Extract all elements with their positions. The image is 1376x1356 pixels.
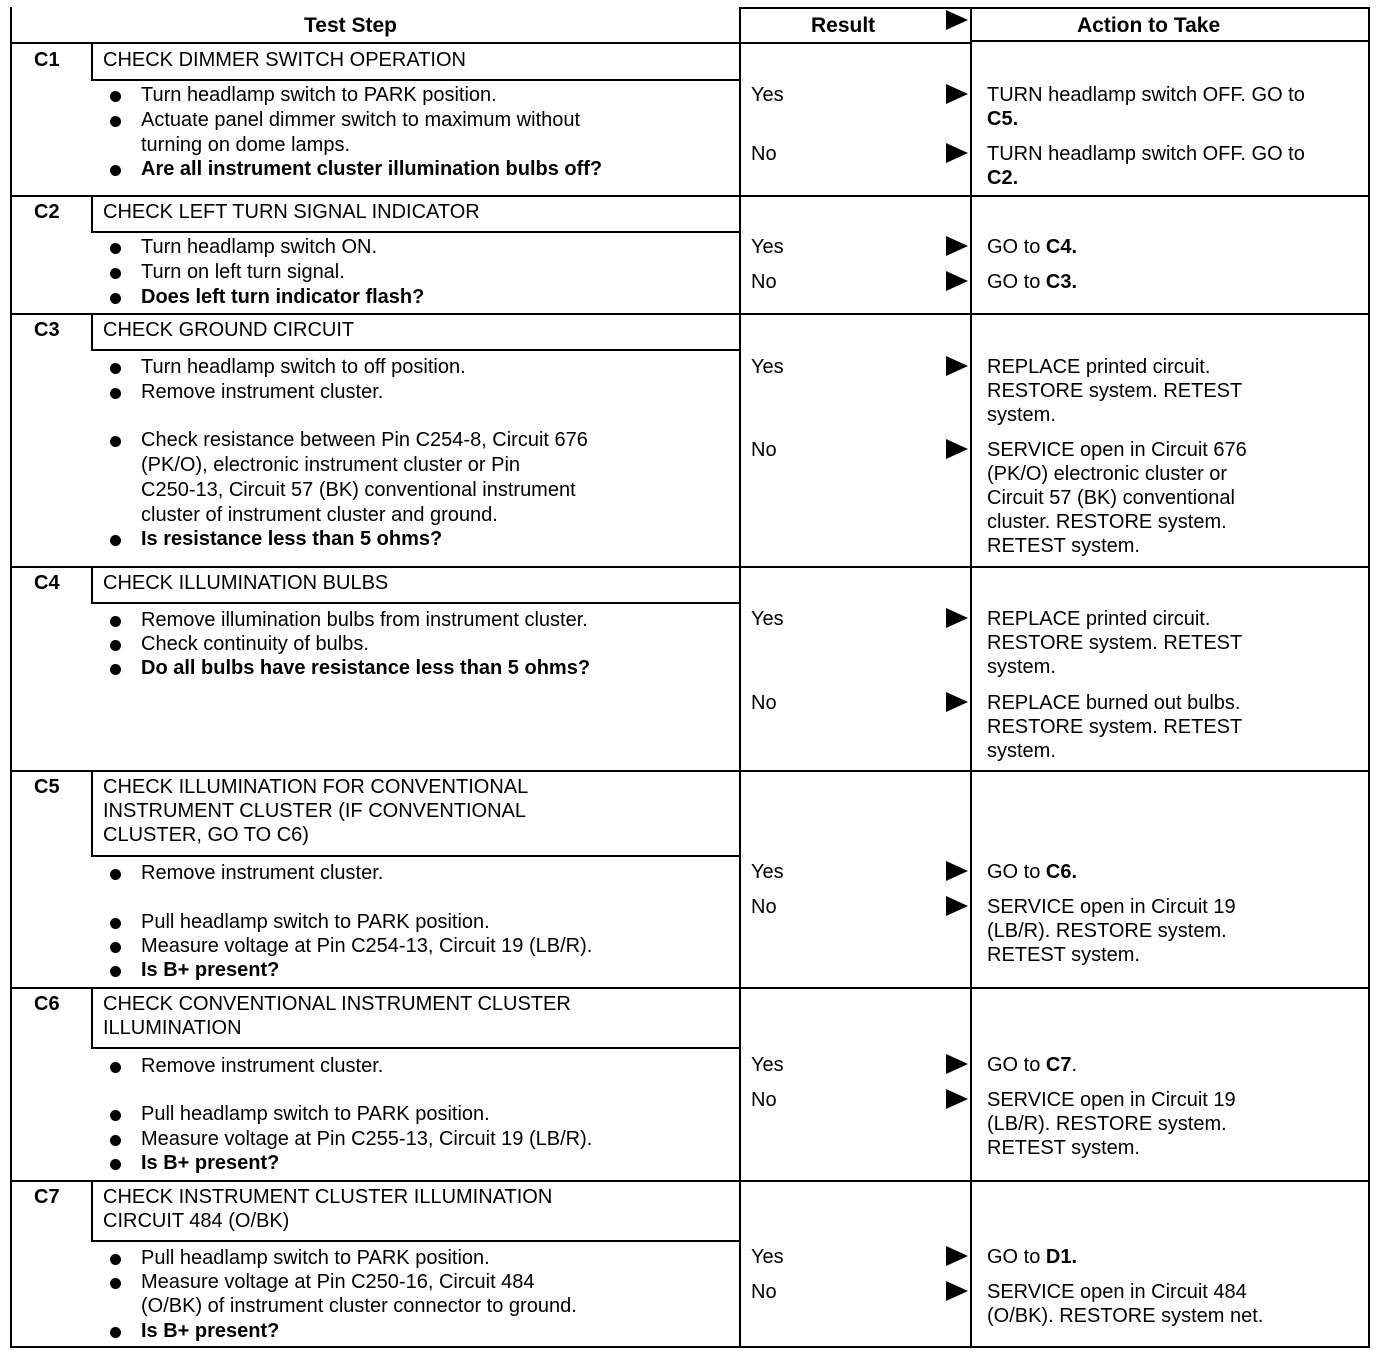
bullet-icon xyxy=(110,1327,121,1338)
action-text-segment: RETEST system. xyxy=(987,535,1140,557)
result-arrow-icon xyxy=(946,1246,968,1266)
result-label: No xyxy=(751,1281,777,1303)
bullet-text: Actuate panel dimmer switch to maximum without xyxy=(141,109,581,131)
action-text xyxy=(987,462,1227,487)
action-text-segment: SERVICE open in Circuit 676 xyxy=(987,439,1247,461)
action-text-segment: D1. xyxy=(1045,1246,1078,1268)
action-text-segment: GO to xyxy=(987,861,1046,883)
bullet-text: Does left turn indicator flash? xyxy=(141,286,425,308)
bullet-icon xyxy=(110,363,121,374)
step-title: INSTRUMENT CLUSTER (IF CONVENTIONAL xyxy=(103,800,526,822)
action-text-segment: C2. xyxy=(987,167,1019,189)
result-arrow-icon xyxy=(946,271,968,291)
bullet-text: C250-13, Circuit 57 (BK) conventional instrument xyxy=(141,479,576,501)
result-label: No xyxy=(751,439,777,461)
step-id-divider xyxy=(91,43,93,79)
result-arrow-icon xyxy=(946,84,968,104)
action-text-segment: C3. xyxy=(1045,271,1078,293)
step-divider xyxy=(10,195,1368,197)
bullet-icon xyxy=(110,1159,121,1170)
result-label: No xyxy=(751,896,777,918)
bullet-text: Measure voltage at Pin C250-16, Circuit 484 xyxy=(141,1271,535,1293)
bullet-text: (PK/O), electronic instrument cluster or Pin xyxy=(141,454,521,476)
step-title-divider xyxy=(91,1240,739,1242)
action-text-segment: C7 xyxy=(1045,1054,1072,1076)
bullet-icon xyxy=(110,91,121,102)
action-text-segment: TURN headlamp switch OFF. GO to xyxy=(987,84,1305,106)
action-text xyxy=(987,1304,1263,1329)
bullet-text: Turn headlamp switch to PARK position. xyxy=(141,84,497,106)
action-text xyxy=(987,1053,1077,1078)
step-id: C6 xyxy=(34,993,60,1015)
step-title: CHECK ILLUMINATION BULBS xyxy=(103,572,389,594)
bullet-text: Is B+ present? xyxy=(141,1152,280,1174)
action-text xyxy=(987,691,1241,716)
step-title: CIRCUIT 484 (O/BK) xyxy=(103,1210,290,1232)
bullet-icon xyxy=(110,1278,121,1289)
step-title-divider xyxy=(91,79,739,81)
result-label: Yes xyxy=(751,84,784,106)
bullet-icon xyxy=(110,165,121,176)
action-text-segment: SERVICE open in Circuit 19 xyxy=(987,1089,1236,1111)
bullet-icon xyxy=(110,388,121,399)
result-label: Yes xyxy=(751,1054,784,1076)
result-arrow-icon xyxy=(946,692,968,712)
action-column-divider xyxy=(970,7,972,1348)
step-title-divider xyxy=(91,349,739,351)
result-label: Yes xyxy=(751,861,784,883)
action-text xyxy=(987,860,1077,885)
result-arrow-icon xyxy=(946,608,968,628)
result-label: Yes xyxy=(751,608,784,630)
step-id: C3 xyxy=(34,319,60,341)
step-id-divider xyxy=(91,770,93,855)
bullet-icon xyxy=(110,918,121,929)
step-divider xyxy=(10,987,1368,989)
bullet-text: Is B+ present? xyxy=(141,1320,280,1342)
bullet-icon xyxy=(110,942,121,953)
result-arrow-icon xyxy=(946,1089,968,1109)
step-title: CHECK ILLUMINATION FOR CONVENTIONAL xyxy=(103,776,529,798)
step-id-divider xyxy=(91,313,93,349)
action-text-segment: RESTORE system. RETEST xyxy=(987,716,1243,738)
result-arrow-icon xyxy=(946,143,968,163)
bullet-icon xyxy=(110,1254,121,1265)
bullet-icon xyxy=(110,293,121,304)
step-title: CLUSTER, GO TO C6) xyxy=(103,824,309,846)
action-text-segment: SERVICE open in Circuit 19 xyxy=(987,896,1236,918)
result-column-divider xyxy=(739,7,741,1348)
bullet-icon xyxy=(110,966,121,977)
bullet-text: Turn headlamp switch to off position. xyxy=(141,356,466,378)
action-text-segment: C6. xyxy=(1045,861,1078,883)
action-text xyxy=(987,235,1077,260)
action-text xyxy=(987,631,1242,656)
step-title: CHECK CONVENTIONAL INSTRUMENT CLUSTER xyxy=(103,993,571,1015)
action-text xyxy=(987,486,1235,511)
step-title: CHECK DIMMER SWITCH OPERATION xyxy=(103,49,466,71)
bullet-text: Is resistance less than 5 ohms? xyxy=(141,528,443,550)
result-arrow-icon xyxy=(946,1054,968,1074)
action-text xyxy=(987,895,1236,920)
bullet-text: Check resistance between Pin C254-8, Circuit 676 xyxy=(141,429,588,451)
action-text-segment: system. xyxy=(987,656,1056,678)
action-text xyxy=(987,943,1140,968)
bullet-text: Pull headlamp switch to PARK position. xyxy=(141,1247,490,1269)
action-text-segment: RESTORE system. RETEST xyxy=(987,632,1243,654)
action-text xyxy=(987,83,1305,108)
result-arrow-icon xyxy=(946,356,968,376)
step-title: CHECK LEFT TURN SIGNAL INDICATOR xyxy=(103,201,480,223)
action-text-segment: REPLACE printed circuit. xyxy=(987,356,1211,378)
step-title: ILLUMINATION xyxy=(103,1017,242,1039)
step-id-divider xyxy=(91,1180,93,1240)
step-title-divider xyxy=(91,1047,739,1049)
action-text-segment: GO to xyxy=(987,236,1046,258)
action-text xyxy=(987,107,1018,132)
action-text-segment: . xyxy=(1071,1054,1078,1076)
header-arrow-icon xyxy=(946,10,968,30)
action-text-segment: GO to xyxy=(987,271,1046,293)
header-top-border xyxy=(739,7,1368,9)
step-divider xyxy=(10,1180,1368,1182)
action-text xyxy=(987,438,1247,463)
step-id-divider xyxy=(91,987,93,1047)
action-text-segment: SERVICE open in Circuit 484 xyxy=(987,1281,1247,1303)
step-id: C4 xyxy=(34,572,60,594)
bullet-text: Pull headlamp switch to PARK position. xyxy=(141,911,490,933)
bullet-icon xyxy=(110,640,121,651)
bullet-icon xyxy=(110,116,121,127)
header-test-step: Test Step xyxy=(304,14,397,37)
bullet-text: Measure voltage at Pin C254-13, Circuit 19 (LB/R). xyxy=(141,935,593,957)
action-text-segment: GO to xyxy=(987,1246,1046,1268)
action-text-segment: system. xyxy=(987,740,1056,762)
action-text xyxy=(987,715,1242,740)
bullet-icon xyxy=(110,869,121,880)
action-text xyxy=(987,142,1305,167)
action-text-segment: (O/BK). RESTORE system net. xyxy=(987,1305,1264,1327)
action-text-segment: system. xyxy=(987,404,1056,426)
result-arrow-icon xyxy=(946,439,968,459)
action-text xyxy=(987,403,1056,428)
result-label: Yes xyxy=(751,236,784,258)
action-text-segment: cluster. RESTORE system. xyxy=(987,511,1227,533)
step-id: C7 xyxy=(34,1186,60,1208)
action-text-segment: (LB/R). RESTORE system. xyxy=(987,1113,1227,1135)
action-text-segment: C4. xyxy=(1045,236,1078,258)
action-text-segment: RESTORE system. RETEST xyxy=(987,380,1243,402)
step-id-divider xyxy=(91,566,93,602)
bullet-text: Remove instrument cluster. xyxy=(141,862,384,884)
bullet-icon xyxy=(110,664,121,675)
table-bottom-border xyxy=(10,1346,1368,1348)
bullet-text: Is B+ present? xyxy=(141,959,280,981)
bullet-text: Measure voltage at Pin C255-13, Circuit 19 (LB/R). xyxy=(141,1128,593,1150)
bullet-icon xyxy=(110,243,121,254)
header-action: Action to Take xyxy=(1077,14,1221,37)
bullet-icon xyxy=(110,616,121,627)
step-title-divider xyxy=(91,231,739,233)
action-text xyxy=(987,1280,1247,1305)
action-text xyxy=(987,655,1056,680)
action-text xyxy=(987,166,1018,191)
result-label: Yes xyxy=(751,1246,784,1268)
step-title: CHECK GROUND CIRCUIT xyxy=(103,319,355,341)
step-divider xyxy=(10,770,1368,772)
action-text xyxy=(987,607,1210,632)
table-left-border xyxy=(10,7,12,1348)
action-text-segment: C5. xyxy=(987,108,1019,130)
result-label: Yes xyxy=(751,356,784,378)
step-divider xyxy=(10,566,1368,568)
step-title: CHECK INSTRUMENT CLUSTER ILLUMINATION xyxy=(103,1186,553,1208)
bullet-text: Are all instrument cluster illumination bulbs off? xyxy=(141,158,603,180)
action-text xyxy=(987,739,1056,764)
action-text xyxy=(987,355,1210,380)
action-text xyxy=(987,1088,1236,1113)
result-label: No xyxy=(751,271,777,293)
step-divider xyxy=(10,313,1368,315)
action-text-segment: Circuit 57 (BK) conventional xyxy=(987,487,1235,509)
bullet-text: cluster of instrument cluster and ground. xyxy=(141,504,498,526)
result-arrow-icon xyxy=(946,896,968,916)
action-text xyxy=(987,1136,1140,1161)
bullet-text: Do all bulbs have resistance less than 5 ohms? xyxy=(141,657,591,679)
action-text-segment: GO to xyxy=(987,1054,1046,1076)
bullet-text: (O/BK) of instrument cluster connector to ground. xyxy=(141,1295,577,1317)
action-text xyxy=(987,1112,1227,1137)
bullet-icon xyxy=(110,1135,121,1146)
action-text-segment: (LB/R). RESTORE system. xyxy=(987,920,1227,942)
action-text-segment: (PK/O) electronic cluster or xyxy=(987,463,1228,485)
step-id: C1 xyxy=(34,49,60,71)
action-text xyxy=(987,534,1140,559)
result-arrow-icon xyxy=(946,861,968,881)
bullet-icon xyxy=(110,1062,121,1073)
step-id-divider xyxy=(91,195,93,231)
header-result: Result xyxy=(811,14,876,37)
action-text xyxy=(987,919,1227,944)
action-text xyxy=(987,1245,1077,1270)
result-label: No xyxy=(751,143,777,165)
action-text-segment: RETEST system. xyxy=(987,1137,1140,1159)
bullet-text: Turn headlamp switch ON. xyxy=(141,236,378,258)
bullet-text: Pull headlamp switch to PARK position. xyxy=(141,1103,490,1125)
action-text xyxy=(987,510,1227,535)
bullet-text: turning on dome lamps. xyxy=(141,134,351,156)
bullet-text: Check continuity of bulbs. xyxy=(141,633,369,655)
step-title-divider xyxy=(91,855,739,857)
action-text xyxy=(987,379,1242,404)
step-id: C5 xyxy=(34,776,60,798)
action-text-segment: REPLACE burned out bulbs. xyxy=(987,692,1241,714)
header-bottom-border xyxy=(10,42,970,44)
bullet-icon xyxy=(110,535,121,546)
bullet-icon xyxy=(110,268,121,279)
step-title-divider xyxy=(91,602,739,604)
action-text-segment: REPLACE printed circuit. xyxy=(987,608,1211,630)
result-arrow-icon xyxy=(946,236,968,256)
bullet-text: Turn on left turn signal. xyxy=(141,261,345,283)
action-text-segment: RETEST system. xyxy=(987,944,1140,966)
bullet-text: Remove instrument cluster. xyxy=(141,381,384,403)
result-arrow-icon xyxy=(946,1281,968,1301)
bullet-text: Remove illumination bulbs from instrument cluster. xyxy=(141,609,588,631)
action-text xyxy=(987,270,1077,295)
bullet-icon xyxy=(110,1110,121,1121)
result-label: No xyxy=(751,1089,777,1111)
bullet-icon xyxy=(110,436,121,447)
step-id: C2 xyxy=(34,201,60,223)
action-text-segment: TURN headlamp switch OFF. GO to xyxy=(987,143,1305,165)
header-bottom-border xyxy=(970,40,1368,42)
bullet-text: Remove instrument cluster. xyxy=(141,1055,384,1077)
result-label: No xyxy=(751,692,777,714)
table-right-border xyxy=(1368,7,1370,1348)
